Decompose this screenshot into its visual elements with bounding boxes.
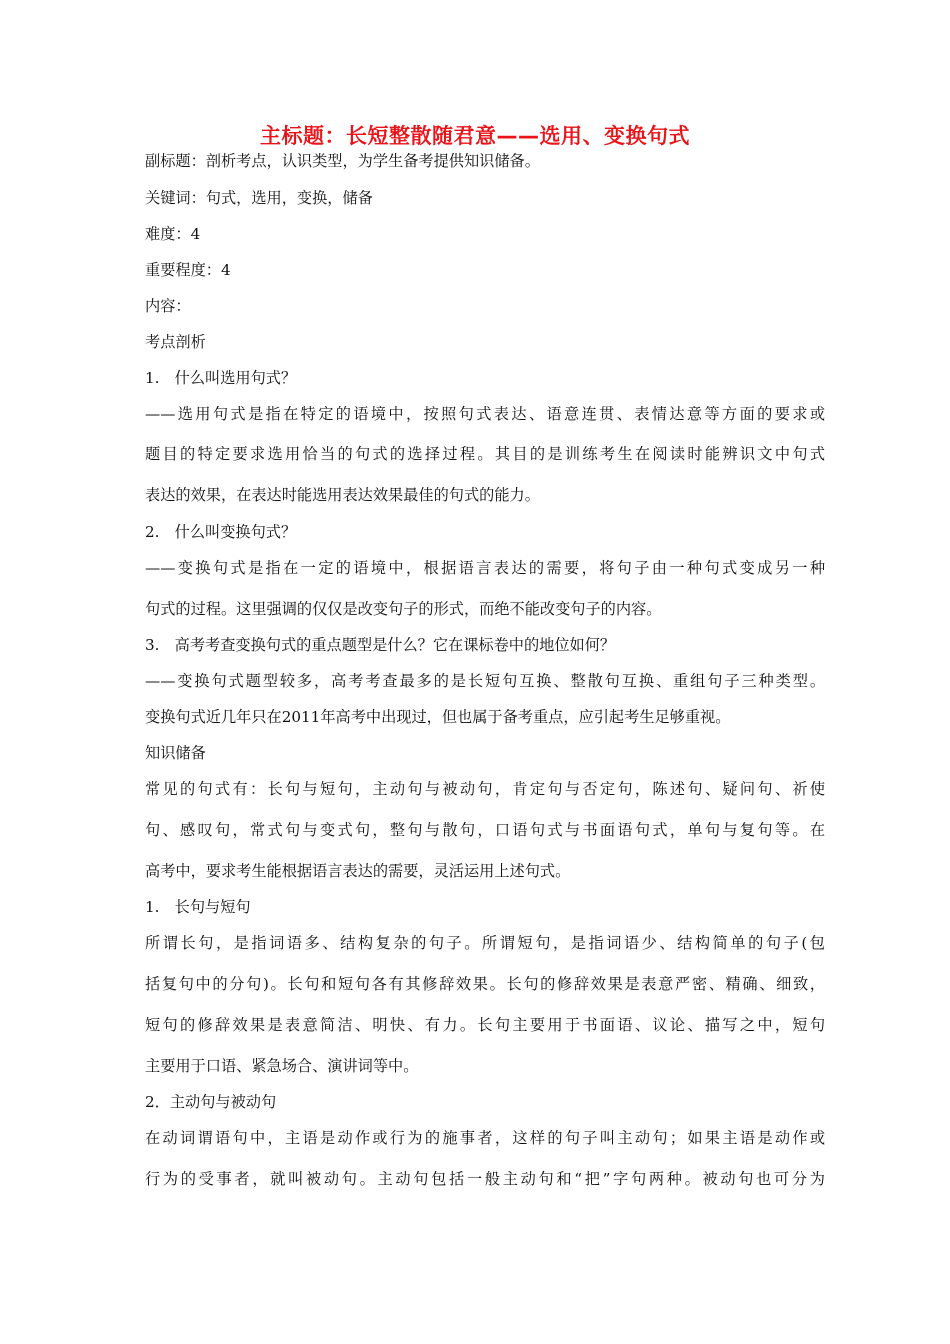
- question-heading: 1. 什么叫选用句式？: [145, 369, 297, 387]
- paragraph-line: ——选用句式是指在特定的语境中，按照句式表达、语意连贯、表情达意等方面的要求或: [145, 405, 825, 423]
- subtitle-line: 副标题：剖析考点，认识类型，为学生备考提供知识储备。: [145, 152, 540, 170]
- paragraph-line: 行为的受事者，就叫被动句。主动句包括一般主动句和“把”字句两种。被动句也可分为: [145, 1170, 825, 1188]
- paragraph-line: ——变换句式是指在一定的语境中，根据语言表达的需要，将句子由一种句式变成另一种: [145, 559, 825, 577]
- paragraph-line: 高考中，要求考生能根据语言表达的需要，灵活运用上述句式。: [145, 862, 571, 880]
- page-title: 主标题：长短整散随君意——选用、变换句式: [260, 124, 690, 148]
- paragraph-line: 短句的修辞效果是表意简洁、明快、有力。长句主要用于书面语、议论、描写之中，短句: [145, 1016, 825, 1034]
- paragraph-line: 在动词谓语句中，主语是动作或行为的施事者，这样的句子叫主动句；如果主语是动作或: [145, 1129, 825, 1147]
- keywords-line: 关键词：句式，选用，变换，储备: [145, 189, 373, 207]
- paragraph-line: 变换句式近几年只在2011年高考中出现过，但也属于备考重点，应引起考生足够重视。: [145, 708, 731, 726]
- difficulty-line: 难度：4: [145, 225, 201, 243]
- question-heading: 1. 长句与短句: [145, 898, 251, 916]
- paragraph-line: 句式的过程。这里强调的仅仅是改变句子的形式，而绝不能改变句子的内容。: [145, 600, 662, 618]
- paragraph-line: 主要用于口语、紧急场合、演讲词等中。: [145, 1057, 419, 1075]
- paragraph-line: ——变换句式题型较多，高考考查最多的是长短句互换、整散句互换、重组句子三种类型。: [145, 672, 825, 690]
- paragraph-line: 表达的效果，在表达时能选用表达效果最佳的句式的能力。: [145, 486, 540, 504]
- importance-line: 重要程度：4: [145, 261, 231, 279]
- paragraph-line: 题目的特定要求选用恰当的句式的选择过程。其目的是训练考生在阅读时能辨识文中句式: [145, 445, 825, 463]
- question-heading: 2．主动句与被动句: [145, 1093, 277, 1111]
- content-label: 内容：: [145, 297, 191, 315]
- question-heading: 2. 什么叫变换句式？: [145, 523, 297, 541]
- paragraph-line: 所谓长句，是指词语多、结构复杂的句子。所谓短句，是指词语少、结构简单的句子(包: [145, 934, 825, 952]
- paragraph-line: 常见的句式有：长句与短句，主动句与被动句，肯定句与否定句，陈述句、疑问句、祈使: [145, 780, 825, 798]
- section-heading: 考点剖析: [145, 333, 206, 351]
- paragraph-line: 括复句中的分句)。长句和短句各有其修辞效果。长句的修辞效果是表意严密、精确、细致，: [145, 975, 825, 993]
- paragraph-line: 句、感叹句，常式句与变式句，整句与散句，口语句式与书面语句式，单句与复句等。在: [145, 821, 825, 839]
- section-heading: 知识储备: [145, 744, 206, 762]
- question-heading: 3. 高考考查变换句式的重点题型是什么？它在课标卷中的地位如何？: [145, 636, 616, 654]
